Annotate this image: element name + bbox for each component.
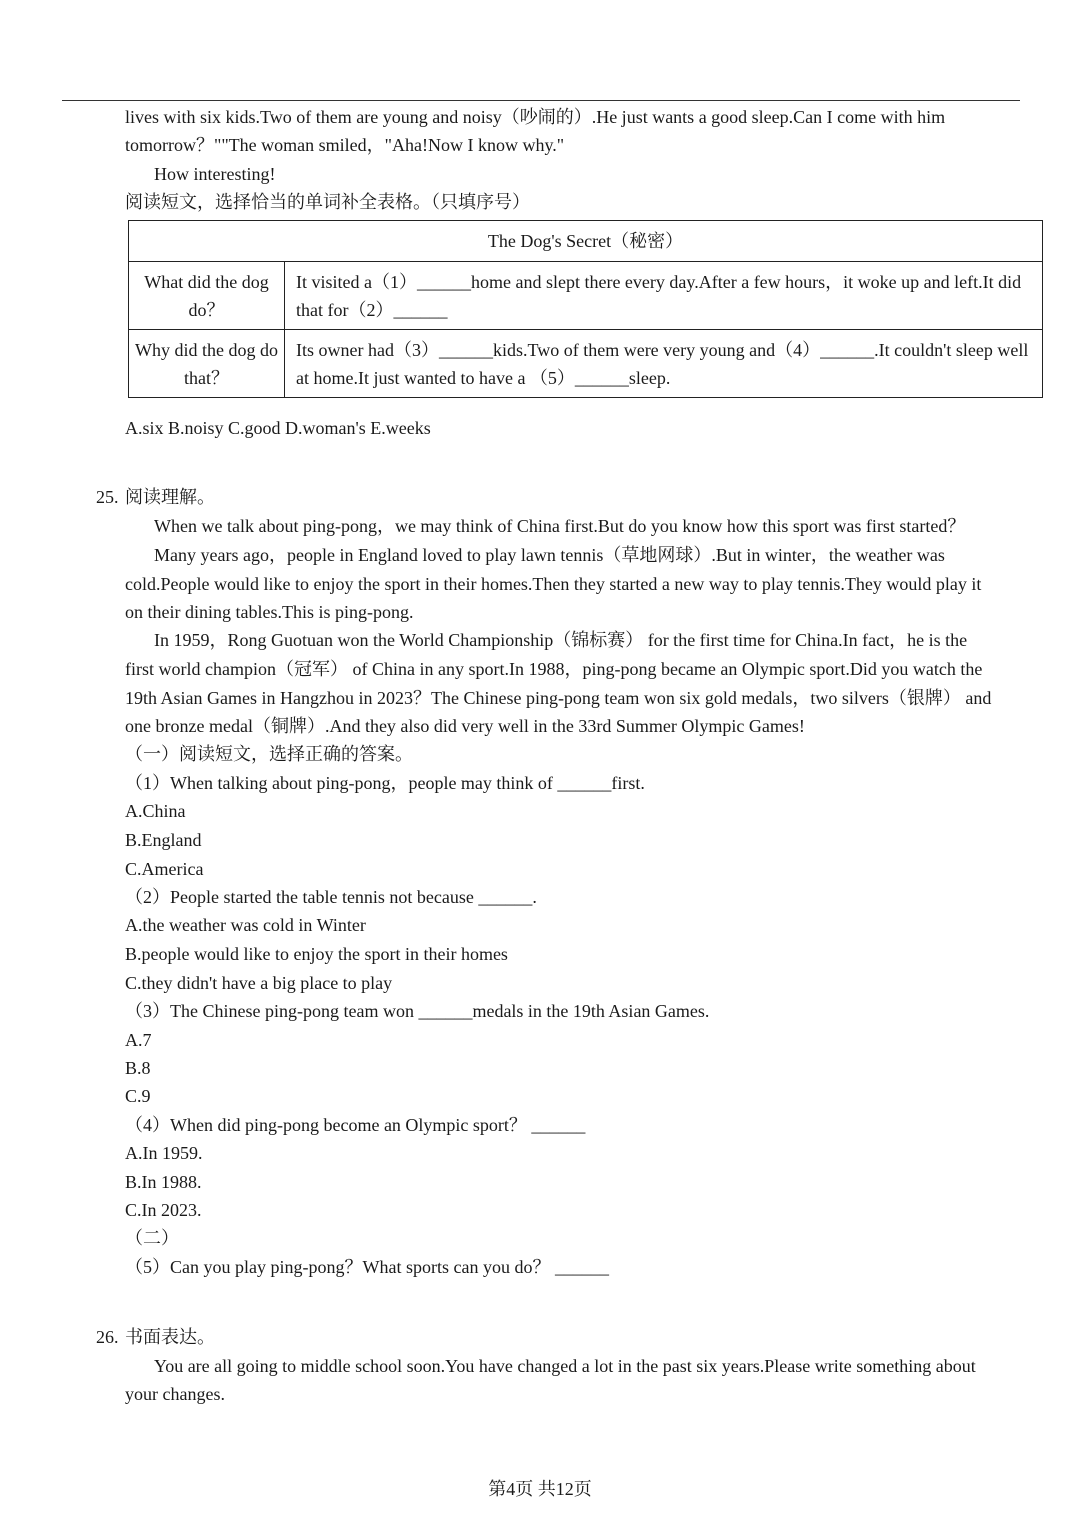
dogs-secret-table bbox=[128, 220, 1043, 398]
answer-option: A.the weather was cold in Winter bbox=[125, 915, 366, 935]
table-question-1: What did the dog do？ bbox=[129, 262, 285, 330]
answer-option: B.8 bbox=[125, 1058, 151, 1078]
passage-line: When we talk about ping-pong，we may think of China first.But do you know how this sport was first started？ bbox=[154, 516, 966, 536]
sub-question: （2）People started the table tennis not because ______. bbox=[125, 887, 537, 907]
answer-option: C.America bbox=[125, 859, 204, 879]
passage-line: In 1959，Rong Guotuan won the World Championship（锦标赛） for the first time for China.In fact，he is the bbox=[154, 630, 968, 650]
passage-line: your changes. bbox=[125, 1384, 225, 1404]
answer-option: B.England bbox=[125, 830, 202, 850]
header-rule bbox=[62, 100, 1020, 101]
sub-question: （4）When did ping-pong become an Olympic sport？ ______ bbox=[125, 1115, 586, 1135]
table-question-2: Why did the dog do that？ bbox=[129, 330, 285, 398]
answer-option: A.7 bbox=[125, 1030, 152, 1050]
story-line: tomorrow？""The woman smiled，"Aha!Now I know why." bbox=[125, 135, 565, 155]
passage-line: on their dining tables.This is ping-pong. bbox=[125, 602, 414, 622]
question-number: 25. bbox=[96, 487, 119, 507]
question-heading: 书面表达。 bbox=[125, 1327, 215, 1347]
answer-option: C.9 bbox=[125, 1086, 151, 1106]
sub-question: （1）When talking about ping-pong，people may think of ______first. bbox=[125, 773, 645, 793]
story-line: lives with six kids.Two of them are young and noisy（吵闹的）.He just wants a good sleep.Can I come with him bbox=[125, 107, 946, 127]
sub-question: （3）The Chinese ping-pong team won ______medals in the 19th Asian Games. bbox=[125, 1001, 710, 1021]
answer-option: B.In 1988. bbox=[125, 1172, 202, 1192]
answer-option: A.China bbox=[125, 801, 186, 821]
question-number: 26. bbox=[96, 1327, 119, 1347]
table-title: The Dog's Secret（秘密） bbox=[129, 221, 1043, 262]
answer-option: C.they didn't have a big place to play bbox=[125, 973, 393, 993]
sub-question: （5）Can you play ping-pong？What sports can you do？ ______ bbox=[125, 1257, 609, 1277]
passage-line: one bronze medal（铜牌）.And they also did very well in the 33rd Summer Olympic Games! bbox=[125, 716, 805, 736]
part-heading: （二） bbox=[125, 1228, 179, 1248]
answer-option: A.In 1959. bbox=[125, 1143, 203, 1163]
table-answer-2: Its owner had（3）______kids.Two of them were very young and（4）______.It couldn't sleep well at home.It just wanted to have a （5）______sleep. bbox=[285, 330, 1043, 398]
passage-line: 19th Asian Games in Hangzhou in 2023？The Chinese ping-pong team won six gold medals，two silvers（银牌） and bbox=[125, 688, 992, 708]
passage-line: You are all going to middle school soon.You have changed a lot in the past six years.Please write something about bbox=[154, 1356, 976, 1376]
part-heading: （一）阅读短文，选择正确的答案。 bbox=[125, 744, 413, 764]
answer-option: C.In 2023. bbox=[125, 1200, 202, 1220]
passage-line: Many years ago，people in England loved to play lawn tennis（草地网球）.But in winter，the weather was bbox=[154, 545, 945, 565]
answer-option: B.people would like to enjoy the sport in their homes bbox=[125, 944, 508, 964]
table-instruction: 阅读短文，选择恰当的单词补全表格。（只填序号） bbox=[125, 192, 530, 212]
passage-line: cold.People would like to enjoy the sport in their homes.Then they started a new way to play tennis.They would play it bbox=[125, 574, 982, 594]
story-line: How interesting! bbox=[154, 164, 276, 184]
page-footer: 第4页 共12页 bbox=[488, 1479, 592, 1499]
question-heading: 阅读理解。 bbox=[125, 487, 215, 507]
table-answer-1: It visited a（1）______home and slept there every day.After a few hours，it woke up and left.It did that for（2）______ bbox=[285, 262, 1043, 330]
passage-line: first world champion（冠军） of China in any sport.In 1988，ping-pong became an Olympic sport.Did you watch the bbox=[125, 659, 983, 679]
word-options: A.six B.noisy C.good D.woman's E.weeks bbox=[125, 418, 431, 438]
